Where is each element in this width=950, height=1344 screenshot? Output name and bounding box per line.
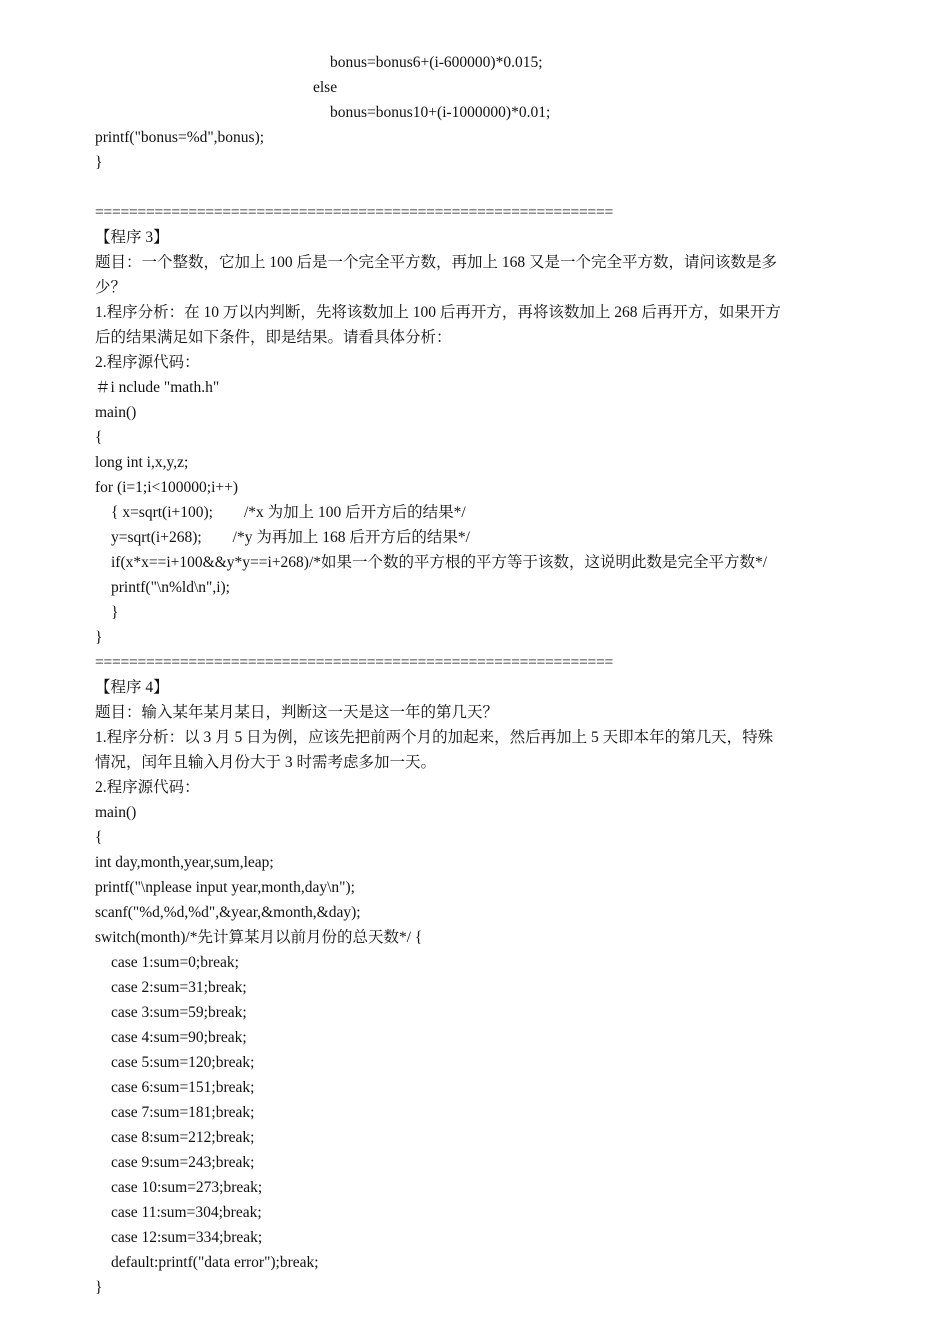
separator-line: ============================================================= bbox=[95, 654, 613, 671]
code-line: case 9:sum=243;break; bbox=[111, 1154, 255, 1171]
code-line: case 1:sum=0;break; bbox=[111, 954, 239, 971]
code-line: { bbox=[95, 829, 103, 846]
code-line: { x=sqrt(i+100); /*x 为加上 100 后开方后的结果*/ bbox=[111, 504, 466, 521]
code-line: ＃i nclude "math.h" bbox=[95, 379, 220, 396]
code-line: case 12:sum=334;break; bbox=[111, 1229, 263, 1246]
code-line: printf("\n%ld\n",i); bbox=[111, 579, 230, 596]
code-line: if(x*x==i+100&&y*y==i+268)/*如果一个数的平方根的平方等于该数，这说明此数是完全平方数*/ bbox=[111, 554, 768, 571]
code-line: case 4:sum=90;break; bbox=[111, 1029, 247, 1046]
code-line: printf("\nplease input year,month,day\n"); bbox=[95, 879, 355, 896]
code-line: case 6:sum=151;break; bbox=[111, 1079, 255, 1096]
code-line: } bbox=[111, 604, 119, 621]
code-line: case 8:sum=212;break; bbox=[111, 1129, 255, 1146]
code-line: for (i=1;i<100000;i++) bbox=[95, 479, 239, 496]
source-heading: 2.程序源代码： bbox=[95, 354, 200, 371]
problem-statement: 题目：输入某年某月某日，判断这一天是这一年的第几天？ bbox=[95, 704, 499, 721]
code-line: main() bbox=[95, 804, 137, 821]
code-line: bonus=bonus6+(i-600000)*0.015; bbox=[330, 54, 543, 71]
separator-line: ============================================================= bbox=[95, 204, 613, 221]
code-line: int day,month,year,sum,leap; bbox=[95, 854, 274, 871]
code-line: scanf("%d,%d,%d",&year,&month,&day); bbox=[95, 904, 361, 921]
code-line: { bbox=[95, 429, 103, 446]
analysis-text: 后的结果满足如下条件，即是结果。请看具体分析： bbox=[95, 329, 452, 346]
code-line: case 2:sum=31;break; bbox=[111, 979, 247, 996]
code-line: case 5:sum=120;break; bbox=[111, 1054, 255, 1071]
code-line: case 10:sum=273;break; bbox=[111, 1179, 263, 1196]
problem-statement: 少？ bbox=[95, 279, 127, 296]
code-line: case 3:sum=59;break; bbox=[111, 1004, 247, 1021]
section-heading: 【程序 3】 bbox=[95, 229, 169, 246]
code-line: case 7:sum=181;break; bbox=[111, 1104, 255, 1121]
problem-statement: 题目：一个整数，它加上 100 后是一个完全平方数，再加上 168 又是一个完全平方数，请问该数是多 bbox=[95, 254, 778, 271]
analysis-text: 情况，闰年且输入月份大于 3 时需考虑多加一天。 bbox=[95, 754, 437, 771]
code-line: } bbox=[95, 1279, 103, 1296]
code-line: } bbox=[95, 154, 103, 171]
code-line: printf("bonus=%d",bonus); bbox=[95, 129, 265, 146]
code-line: long int i,x,y,z; bbox=[95, 454, 189, 471]
code-line: default:printf("data error");break; bbox=[111, 1254, 319, 1271]
code-line: case 11:sum=304;break; bbox=[111, 1204, 262, 1221]
source-heading: 2.程序源代码： bbox=[95, 779, 200, 796]
code-line: } bbox=[95, 629, 103, 646]
code-line: bonus=bonus10+(i-1000000)*0.01; bbox=[330, 104, 551, 121]
code-line: else bbox=[313, 79, 338, 96]
analysis-text: 1.程序分析：在 10 万以内判断，先将该数加上 100 后再开方，再将该数加上 268 后再开方，如果开方 bbox=[95, 304, 781, 321]
code-line: main() bbox=[95, 404, 137, 421]
code-line: y=sqrt(i+268); /*y 为再加上 168 后开方后的结果*/ bbox=[111, 529, 470, 546]
code-line: switch(month)/*先计算某月以前月份的总天数*/ { bbox=[95, 929, 423, 946]
section-heading: 【程序 4】 bbox=[95, 679, 169, 696]
analysis-text: 1.程序分析：以 3 月 5 日为例，应该先把前两个月的加起来，然后再加上 5 天即本年的第几天，特殊 bbox=[95, 729, 774, 746]
